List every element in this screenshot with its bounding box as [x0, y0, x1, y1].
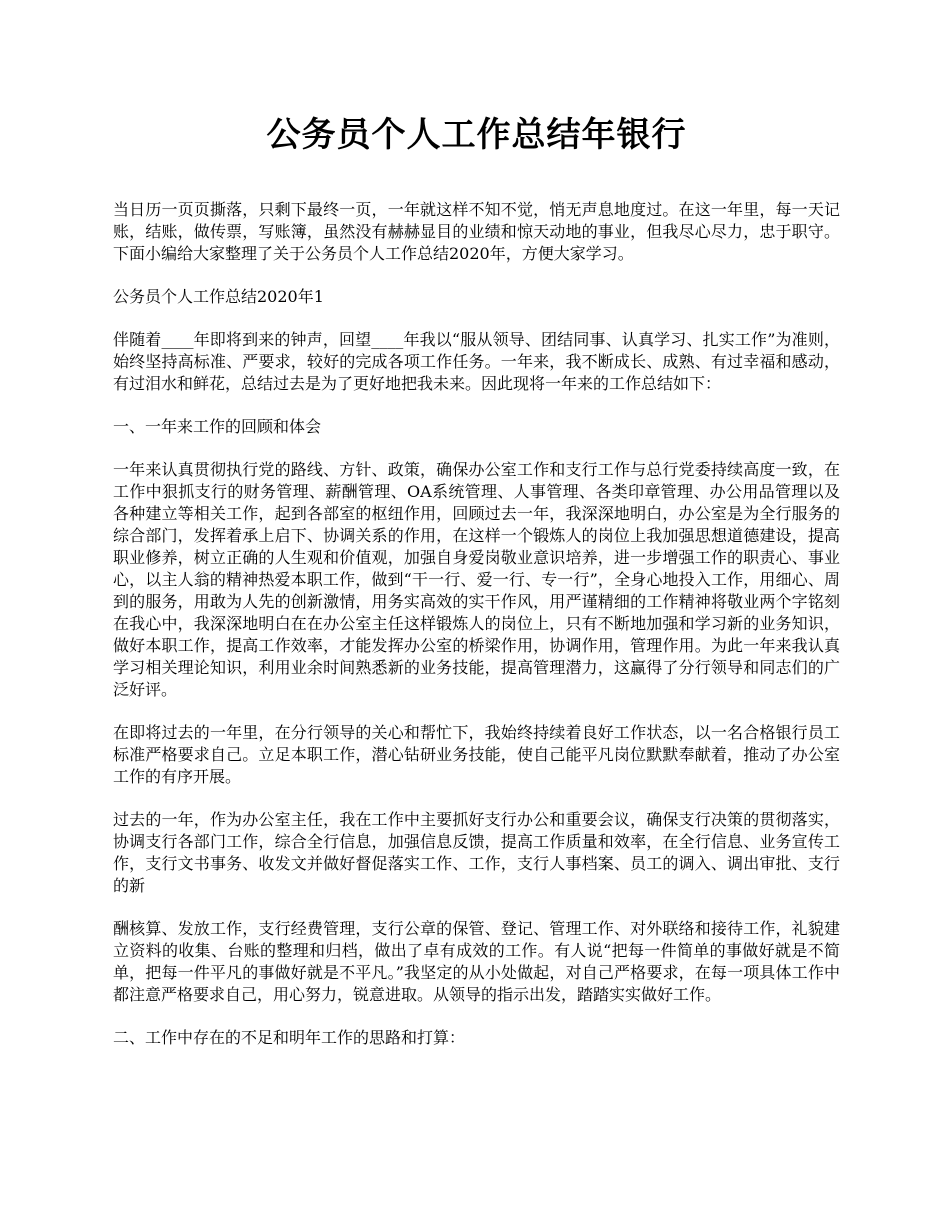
- duties-paragraph: 过去的一年，作为办公室主任，我在工作中主要抓好支行办公和重要会议，确保支行决策的贯彻落实，协调支行各部门工作，综合全行信息，加强信息反馈，提高工作质量和效率，在全行信息、业务宣传工作，支行文书事务、收发文并做好督促落实工作、工作，支行人事档案、员工的调入、调出审批、支行的新: [113, 810, 840, 895]
- section-heading-shortcomings: 二、工作中存在的不足和明年工作的思路和打算：: [113, 1028, 466, 1047]
- duties-continued-paragraph: 酬核算、发放工作，支行经费管理，支行公章的保管、登记、管理工作、对外联络和接待工作，礼貌建立资料的收集、台账的整理和归档，做出了卓有成效的工作。有人说“把每一件简单的事做好就是不简单，把每一件平凡的事做好就是不平凡。”我坚定的从小处做起，对自己严格要求，在每一项具体工作中都注意严格要求自己，用心努力，锐意进取。从领导的指示出发，踏踏实实做好工作。: [113, 919, 840, 1004]
- attitude-paragraph: 在即将过去的一年里，在分行领导的关心和帮忙下，我始终持续着良好工作状态，以一名合格银行员工标准严格要求自己。立足本职工作，潜心钻研业务技能，使自己能平凡岗位默默奉献着，推动了办公室工作的有序开展。: [113, 723, 840, 786]
- intro-paragraph: 当日历一页页撕落，只剩下最终一页，一年就这样不知不觉，悄无声息地度过。在这一年里，每一天记账，结账，做传票，写账簿，虽然没有赫赫显目的业绩和惊天动地的事业，但我尽心尽力，忠于职守。下面小编给大家整理了关于公务员个人工作总结2020年，方便大家学习。: [113, 200, 840, 263]
- section-heading-summary-1: 公务员个人工作总结2020年1: [113, 287, 324, 306]
- section-heading-review: 一、一年来工作的回顾和体会: [113, 417, 322, 436]
- document-title: 公务员个人工作总结年银行: [266, 115, 687, 155]
- opening-paragraph: 伴随着____年即将到来的钟声，回望____年我以“服从领导、团结同事、认真学习、扎实工作”为准则，始终坚持高标准、严要求，较好的完成各项工作任务。一年来，我不断成长、成熟、有过幸福和感动，有过泪水和鲜花，总结过去是为了更好地把我未来。因此现将一年来的工作总结如下：: [113, 330, 840, 393]
- review-paragraph: 一年来认真贯彻执行党的路线、方针、政策，确保办公室工作和支行工作与总行党委持续高度一致，在工作中狠抓支行的财务管理、薪酬管理、OA系统管理、人事管理、各类印章管理、办公用品管理以及各种建立等相关工作，起到各部室的枢纽作用，回顾过去一年，我深深地明白，办公室是为全行服务的综合部门，发挥着承上启下、协调关系的作用，在这样一个锻炼人的岗位上我加强思想道德建设，提高职业修养，树立正确的人生观和价值观，加强自身爱岗敬业意识培养，进一步增强工作的职责心、事业心，以主人翁的精神热爱本职工作，做到“干一行、爱一行、专一行”，全身心地投入工作，用细心、周到的服务，用敢为人先的创新激情，用务实高效的实干作风，用严谨精细的工作精神将敬业两个字铭刻在我心中，我深深地明白在在办公室主任这样锻炼人的岗位上，只有不断地加强和学习新的业务知识，做好本职工作，提高工作效率，才能发挥办公室的桥梁作用，协调作用，管理作用。为此一年来我认真学习相关理论知识，利用业余时间熟悉新的业务技能，提高管理潜力，这赢得了分行领导和同志们的广泛好评。: [113, 460, 840, 699]
